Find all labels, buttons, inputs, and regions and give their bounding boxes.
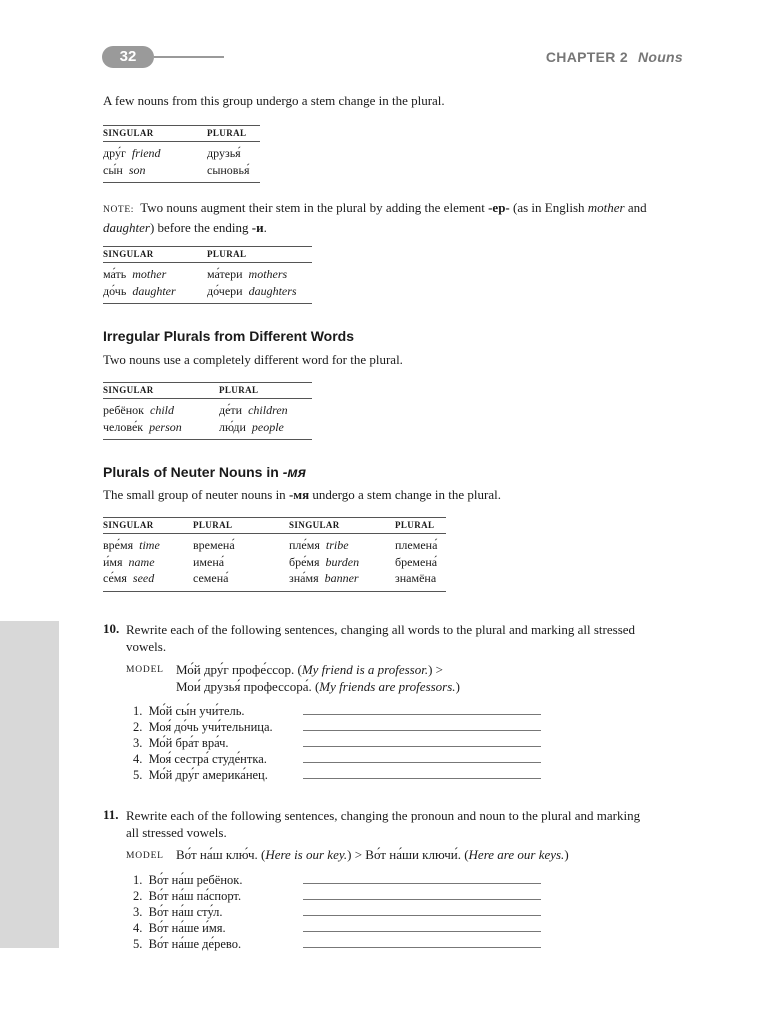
exercise-11-model: Во́т на́ш клю́ч. (Here is our key.) > Во́т на́ши ключи́. (Here are our keys.) (176, 847, 569, 862)
table-neuter-mya (103, 517, 446, 592)
exercise-10-model: Мо́й дру́г профе́ссор. (My friend is a professor.) > Мои́ друзья́ профессора́. (My friends are professors.) (176, 662, 460, 694)
table-row: ма́ть mother ма́тери mothers (103, 267, 288, 281)
col-header-plural: PLURAL (207, 128, 247, 138)
list-item: 3. Во́т на́ш сту́л. (133, 905, 223, 919)
list-item: 4. Во́т на́ше и́мя. (133, 921, 226, 935)
col-header-plural: PLURAL (193, 520, 233, 530)
table-row: ребёнок child де́ти children (103, 403, 288, 417)
exercise-10-number: 10. (103, 621, 120, 636)
answer-line[interactable] (303, 730, 541, 731)
note-label: NOTE: (103, 205, 134, 215)
note-paragraph: NOTE: Two nouns augment their stem in the plural by adding the element -ер- (as in English mother and daughter) before the ending -и. (103, 200, 647, 235)
answer-line[interactable] (303, 915, 541, 916)
sg-ru: сы́н (103, 162, 123, 177)
exercise-11-model-label: MODEL (126, 851, 164, 861)
heading-irregular-plurals: Irregular Plurals from Different Words (103, 328, 355, 344)
table-row (103, 142, 260, 162)
col-header-singular: SINGULAR (103, 249, 154, 259)
margin-tab (0, 621, 59, 948)
chapter-label: CHAPTER 2 (545, 49, 628, 65)
neuter-paragraph: The small group of neuter nouns in -мя undergo a stem change in the plural. (103, 487, 501, 502)
exercise-11-instruction: Rewrite each of the following sentences, changing the pronoun and noun to the plural and marking all stressed vowels. (126, 808, 641, 840)
table-row: се́мя seed семена́ зна́мя banner знамёна (103, 571, 437, 585)
sg-en: son (128, 162, 146, 177)
table-row: до́чь daughter до́чери daughters (103, 283, 297, 298)
table-irregular (103, 382, 312, 440)
answer-line[interactable] (303, 778, 541, 779)
list-item: 1. Во́т на́ш ребёнок. (133, 873, 243, 887)
list-item: 1. Мо́й сы́н учи́тель. (133, 704, 245, 718)
list-item: 2. Во́т на́ш па́спорт. (133, 889, 242, 903)
col-header-singular-2: SINGULAR (289, 520, 340, 530)
col-header-plural: PLURAL (219, 385, 259, 395)
answer-line[interactable] (303, 899, 541, 900)
list-item: 3. Мо́й бра́т вра́ч. (133, 736, 229, 750)
list-item: 5. Во́т на́ше де́рево. (133, 937, 242, 951)
running-header (546, 49, 683, 65)
exercise-11-number: 11. (103, 807, 119, 822)
col-header-plural: PLURAL (207, 249, 247, 259)
answer-line[interactable] (303, 714, 541, 715)
heading-neuter-nouns: Plurals of Neuter Nouns in -мя (103, 464, 306, 480)
sg-ru: дру́г (103, 146, 126, 160)
col-header-plural-2: PLURAL (395, 520, 435, 530)
answer-line[interactable] (303, 947, 541, 948)
intro-paragraph: A few nouns from this group undergo a stem change in the plural. (103, 93, 445, 108)
col-header-singular: SINGULAR (103, 128, 154, 138)
answer-line[interactable] (303, 931, 541, 932)
sg-en: friend (131, 146, 161, 160)
exercise-10-model-label: MODEL (126, 665, 164, 675)
table-row: и́мя name имена́ бре́мя burden бремена́ (103, 554, 438, 569)
table-row: вре́мя time времена́ пле́мя tribe племена́ (103, 538, 438, 552)
header-rule (154, 56, 224, 58)
table-row (103, 162, 260, 183)
answer-line[interactable] (303, 883, 541, 884)
list-item: 2. Моя́ до́чь учи́тельница. (133, 720, 273, 734)
exercise-10-instruction: Rewrite each of the following sentences, changing all words to the plural and marking all stressed vowels. (126, 622, 636, 654)
pl-ru: сыновья́ (207, 162, 250, 177)
section-label: Nouns (637, 49, 683, 65)
list-item: 4. Моя́ сестра́ студе́нтка. (133, 752, 267, 766)
answer-line[interactable] (303, 746, 541, 747)
irregular-paragraph: Two nouns use a completely different word for the plural. (103, 352, 403, 367)
col-header-singular: SINGULAR (103, 520, 154, 530)
pl-ru: друзья́ (207, 146, 241, 160)
list-item: 5. Мо́й дру́г америка́нец. (133, 768, 268, 782)
table-row: челове́к person лю́ди people (103, 419, 284, 434)
table-er-element (103, 246, 312, 304)
page-number-badge: 32 (102, 46, 154, 68)
answer-line[interactable] (303, 762, 541, 763)
exercise-11-items (133, 872, 242, 952)
table-stem-change (103, 125, 260, 183)
exercise-10-items (133, 703, 273, 783)
col-header-singular: SINGULAR (103, 385, 154, 395)
